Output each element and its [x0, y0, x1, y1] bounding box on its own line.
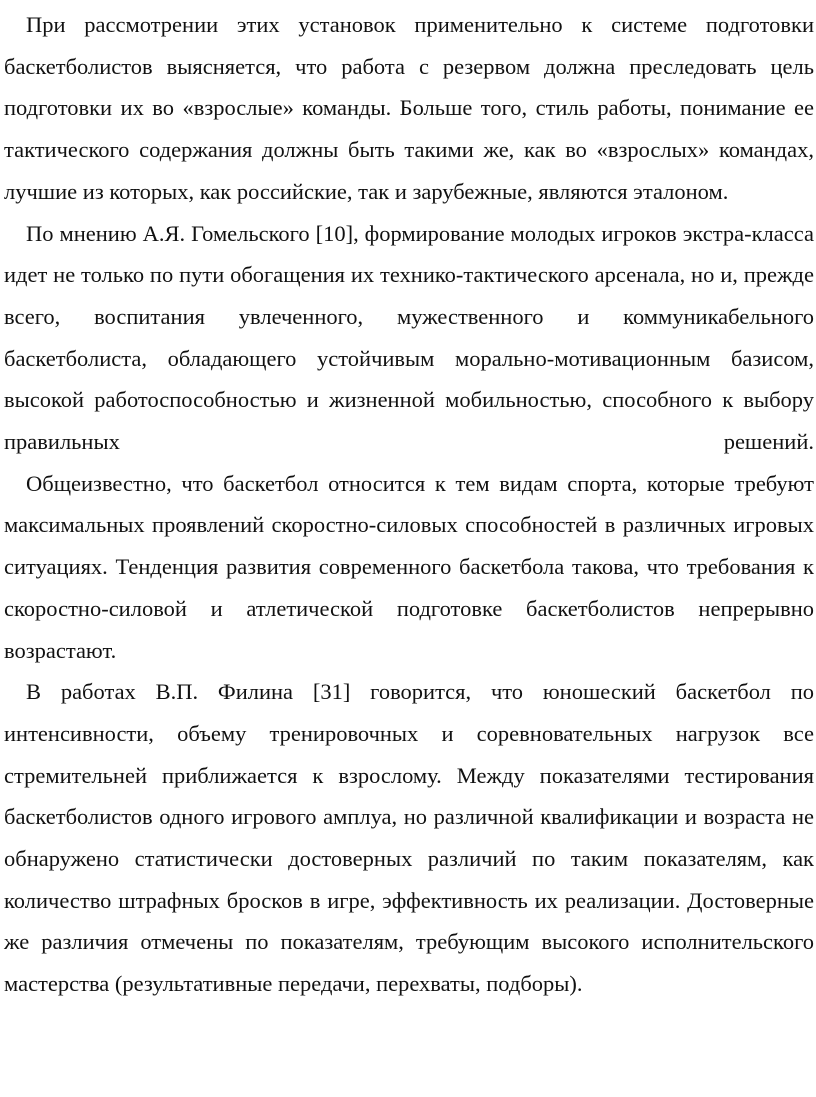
paragraph-2: По мнению А.Я. Гомельского [10], формирование молодых игроков экстра-класса идет не только по пути обогащения их технико-тактического арсенала, но и, прежде всего, воспитания увлеченного, мужественного и коммуникабельного баскетболиста, обладающего устойчивым морально-мотивационным базисом, высокой работоспособностью и жизненной мобильностью, способного к выбору правильных решений.	[4, 220, 814, 455]
paragraph-4: В работах В.П. Филина [31] говорится, что юношеский баскетбол по интенсивности, объему тренировочных и соревновательных нагрузок все стремительней приближается к взрослому. Между показателями тестирования баскетболистов одного игрового амплуа, но различной квалификации и возраста не обнаружено статистически достоверных различий по таким показателям, как количество штрафных бросков в игре, эффективность их реализации. Достоверные же различия отмечены по показателям, требующим высокого исполнительского мастерства (результативные передачи, перехваты, подборы).	[4, 679, 814, 997]
paragraph-3: Общеизвестно, что баскетбол относится к тем видам спорта, которые требуют максимальных проявлений скоростно-силовых способностей в различных игровых ситуациях. Тенденция развития современного баскетбола такова, что требования к скоростно-силовой и атлетической подготовке баскетболистов непрерывно возрастают.	[4, 470, 814, 663]
paragraph-1: При рассмотрении этих установок применительно к системе подготовки баскетболистов выясняется, что работа с резервом должна преследовать цель подготовки их во «взрослые» команды. Больше того, стиль работы, понимание ее тактического содержания должны быть такими же, как во «взрослых» командах, лучшие из которых, как российские, так и зарубежные, являются эталоном.	[4, 12, 814, 204]
